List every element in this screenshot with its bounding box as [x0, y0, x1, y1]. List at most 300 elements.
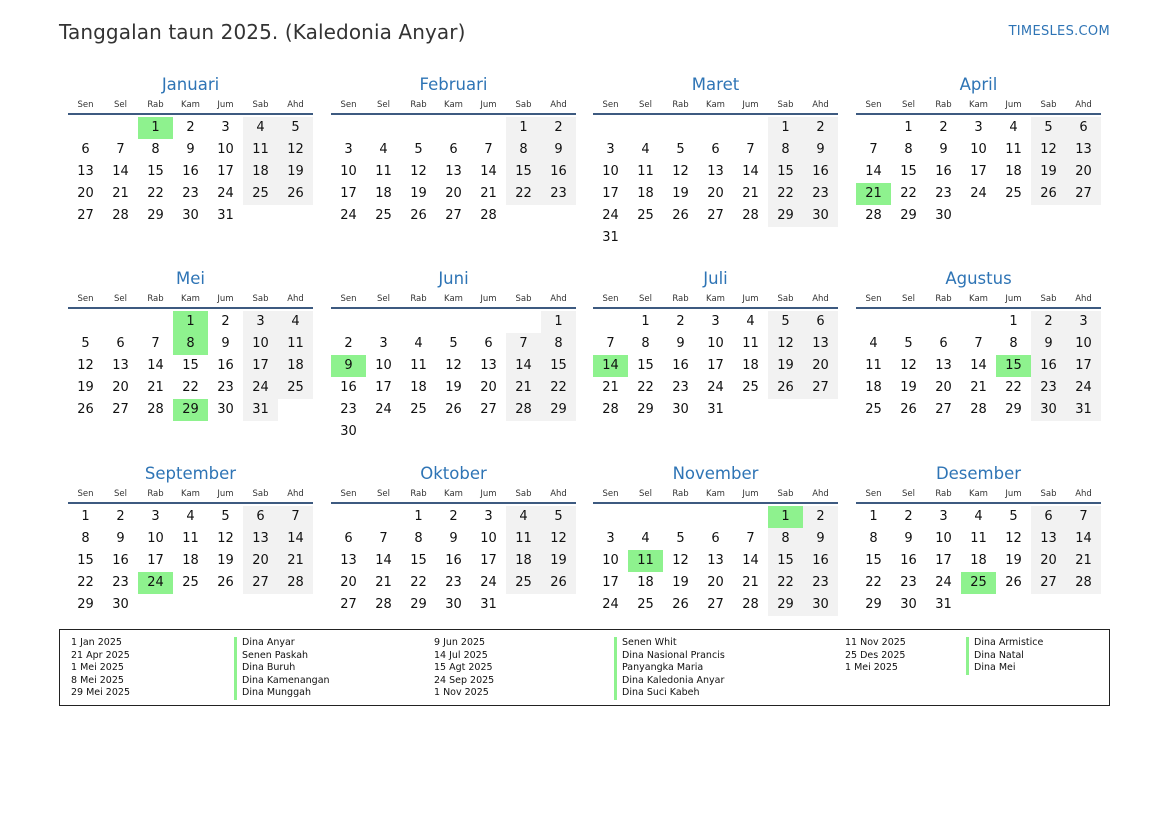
day-cell: 22: [637, 380, 654, 395]
week-row: [593, 117, 838, 139]
day-cell: 15: [182, 358, 199, 373]
day-cell: 6: [243, 506, 278, 528]
day-empty: [541, 594, 576, 616]
day-cell: 16: [900, 553, 917, 568]
weekday-header: [331, 293, 576, 309]
day-cell: 6: [1031, 506, 1066, 528]
day-cell: 14: [480, 164, 497, 179]
legend-date: 25 Des 2025: [845, 649, 906, 661]
weekday-label: Sel: [114, 489, 127, 499]
day-cell: 9: [116, 531, 125, 546]
day-cell: 2: [186, 120, 195, 135]
weekday-label: Jum: [480, 489, 497, 499]
weekday-label: Jum: [480, 100, 497, 110]
weekday-label: Sen: [340, 294, 357, 304]
day-empty: [243, 205, 278, 227]
weekday-label: Kam: [706, 100, 725, 110]
holiday-legend: [59, 629, 1110, 706]
day-cell: 20: [707, 575, 724, 590]
weekday-label: Ahd: [812, 294, 829, 304]
day-cell: 10: [147, 531, 164, 546]
day-cell: 14: [375, 553, 392, 568]
day-cell: 17: [375, 380, 392, 395]
day-cell: 5: [414, 142, 423, 157]
day-cell: 19: [768, 355, 803, 377]
month-juli: [593, 269, 838, 421]
weekday-label: Kam: [181, 489, 200, 499]
day-cell: 25: [865, 402, 882, 417]
day-cell: 19: [217, 553, 234, 568]
day-empty: [733, 399, 768, 421]
day-cell: 20: [707, 186, 724, 201]
week-row: [68, 550, 313, 572]
day-cell: 7: [746, 142, 755, 157]
day-cell: 17: [602, 575, 619, 590]
day-cell: 12: [445, 358, 462, 373]
weekday-label: Jum: [742, 100, 759, 110]
day-cell: 26: [217, 575, 234, 590]
day-empty: [698, 506, 733, 528]
month-name: April: [959, 75, 998, 94]
day-cell: 23: [182, 186, 199, 201]
day-empty: [768, 399, 803, 421]
weekday-label: Ahd: [1075, 489, 1092, 499]
day-cell: 9: [449, 531, 458, 546]
day-cell: 25: [742, 380, 759, 395]
day-cell: 13: [445, 164, 462, 179]
weekday-label: Kam: [969, 100, 988, 110]
day-empty: [243, 594, 278, 616]
day-cell: 13: [707, 164, 724, 179]
day-cell: 8: [1009, 336, 1018, 351]
weekday-label: Sel: [639, 489, 652, 499]
day-cell: 3: [151, 509, 160, 524]
weekday-label: Sen: [602, 294, 619, 304]
day-cell: 1: [506, 117, 541, 139]
day-cell: 10: [243, 333, 278, 355]
day-cell: 13: [935, 358, 952, 373]
day-cell: 25: [637, 597, 654, 612]
day-cell: 24: [935, 575, 952, 590]
day-cell: 29: [768, 594, 803, 616]
day-cell: 1: [904, 120, 913, 135]
day-cell: 23: [445, 575, 462, 590]
week-row: [593, 506, 838, 528]
week-row: [856, 594, 1101, 616]
day-cell: 28: [480, 208, 497, 223]
day-cell: 26: [1005, 575, 1022, 590]
day-cell: 27: [707, 208, 724, 223]
day-cell: 24: [970, 186, 987, 201]
day-cell: 15: [506, 161, 541, 183]
day-empty: [996, 205, 1031, 227]
day-cell: 30: [900, 597, 917, 612]
day-cell: 9: [1031, 333, 1066, 355]
day-empty: [506, 594, 541, 616]
day-cell-holiday: 11: [628, 550, 663, 572]
day-empty: [278, 594, 313, 616]
day-empty: [436, 421, 471, 443]
weekday-header: [68, 99, 313, 115]
day-cell: 11: [375, 164, 392, 179]
day-cell: 17: [970, 164, 987, 179]
day-empty: [506, 205, 541, 227]
weekday-label: Rab: [410, 294, 427, 304]
weekday-label: Sen: [77, 489, 94, 499]
day-cell: 12: [410, 164, 427, 179]
day-cell: 27: [77, 208, 94, 223]
day-cell: 10: [340, 164, 357, 179]
day-cell: 13: [480, 358, 497, 373]
week-row: [593, 161, 838, 183]
day-cell: 15: [77, 553, 94, 568]
day-cell: 29: [541, 399, 576, 421]
day-cell: 27: [112, 402, 129, 417]
day-cell: 26: [672, 597, 689, 612]
weekday-label: Rab: [935, 100, 952, 110]
weekday-label: Sel: [902, 100, 915, 110]
legend-names-col-3: [966, 637, 1043, 675]
legend-date: 9 Jun 2025: [434, 637, 486, 648]
legend-date: 15 Agt 2025: [434, 662, 493, 674]
day-cell: 31: [1066, 399, 1101, 421]
day-cell: 26: [445, 402, 462, 417]
week-row: [331, 594, 576, 616]
month-april: [856, 75, 1101, 227]
day-empty: [366, 506, 401, 528]
day-cell: 19: [278, 161, 313, 183]
day-cell: 29: [637, 402, 654, 417]
day-cell: 24: [480, 575, 497, 590]
day-cell: 9: [803, 139, 838, 161]
week-row: [331, 550, 576, 572]
day-cell: 8: [641, 336, 650, 351]
day-cell: 13: [77, 164, 94, 179]
month-november: [593, 464, 838, 616]
day-cell: 4: [746, 314, 755, 329]
day-cell: 18: [243, 161, 278, 183]
day-cell: 4: [506, 506, 541, 528]
weekday-label: Sab: [252, 100, 269, 110]
day-cell: 21: [480, 186, 497, 201]
day-cell: 30: [217, 402, 234, 417]
day-empty: [331, 506, 366, 528]
weekday-header: [68, 293, 313, 309]
day-cell: 22: [506, 183, 541, 205]
day-cell: 21: [1066, 550, 1101, 572]
day-cell: 26: [410, 208, 427, 223]
day-empty: [103, 311, 138, 333]
day-cell: 10: [707, 336, 724, 351]
legend-holiday-name: Dina Kaledonia Anyar: [614, 675, 725, 688]
day-cell: 11: [1005, 142, 1022, 157]
week-row: [331, 205, 576, 227]
weekday-label: Rab: [410, 100, 427, 110]
day-empty: [593, 117, 628, 139]
day-cell: 2: [1031, 311, 1066, 333]
day-empty: [278, 399, 313, 421]
month-juni: [331, 269, 576, 443]
month-mei: [68, 269, 313, 421]
weekday-label: Sab: [1040, 294, 1057, 304]
day-empty: [103, 117, 138, 139]
day-cell: 18: [1005, 164, 1022, 179]
day-cell: 16: [340, 380, 357, 395]
day-cell: 25: [637, 208, 654, 223]
weekday-label: Jum: [217, 294, 234, 304]
weekday-label: Ahd: [287, 294, 304, 304]
day-cell: 27: [707, 597, 724, 612]
month-desember: [856, 464, 1101, 616]
weekday-label: Sel: [902, 294, 915, 304]
day-cell: 15: [865, 553, 882, 568]
weekday-label: Sen: [865, 489, 882, 499]
day-cell: 3: [344, 142, 353, 157]
week-row: [593, 183, 838, 205]
day-empty: [506, 421, 541, 443]
day-cell: 22: [768, 572, 803, 594]
week-row: [856, 506, 1101, 528]
month-name: Oktober: [420, 464, 487, 483]
day-cell: 1: [414, 509, 423, 524]
day-cell: 8: [768, 139, 803, 161]
day-cell: 21: [602, 380, 619, 395]
day-cell: 21: [970, 380, 987, 395]
day-cell: 10: [217, 142, 234, 157]
day-empty: [401, 421, 436, 443]
day-cell: 16: [1031, 355, 1066, 377]
week-row: [593, 528, 838, 550]
day-cell: 7: [869, 142, 878, 157]
day-empty: [366, 311, 401, 333]
day-cell: 28: [865, 208, 882, 223]
month-name: Maret: [691, 75, 740, 94]
day-cell: 7: [379, 531, 388, 546]
weekday-label: Sel: [114, 100, 127, 110]
day-cell: 14: [742, 553, 759, 568]
day-cell: 4: [186, 509, 195, 524]
month-name: Desember: [935, 464, 1022, 483]
week-row: [68, 139, 313, 161]
day-empty: [471, 421, 506, 443]
weekday-label: Rab: [672, 100, 689, 110]
day-cell: 29: [410, 597, 427, 612]
day-cell: 5: [221, 509, 230, 524]
day-empty: [733, 506, 768, 528]
legend-holiday-name: Senen Whit: [614, 637, 725, 650]
legend-holiday-name: Dina Munggah: [234, 687, 330, 700]
day-cell: 4: [974, 509, 983, 524]
weekday-label: Jum: [742, 294, 759, 304]
day-cell: 24: [217, 186, 234, 201]
weekday-label: Kam: [444, 489, 463, 499]
legend-holiday-name: Dina Mei: [966, 662, 1043, 675]
brand-link[interactable]: TIMESLES.COM: [1008, 24, 1110, 39]
day-cell: 19: [1005, 553, 1022, 568]
weekday-label: Rab: [935, 489, 952, 499]
day-cell: 7: [116, 142, 125, 157]
day-cell: 31: [602, 230, 619, 245]
weekday-label: Sel: [902, 489, 915, 499]
day-cell: 18: [182, 553, 199, 568]
week-row: [68, 528, 313, 550]
weekday-label: Sab: [1040, 100, 1057, 110]
day-empty: [331, 311, 366, 333]
week-row: [856, 117, 1101, 139]
day-cell: 2: [803, 117, 838, 139]
weekday-header: [593, 99, 838, 115]
day-cell: 5: [449, 336, 458, 351]
day-cell: 24: [602, 208, 619, 223]
day-cell: 22: [900, 186, 917, 201]
day-cell: 22: [768, 183, 803, 205]
week-row: [331, 183, 576, 205]
day-cell: 18: [865, 380, 882, 395]
day-cell: 16: [803, 550, 838, 572]
day-cell: 9: [221, 336, 230, 351]
week-row: [856, 205, 1101, 227]
day-empty: [961, 205, 996, 227]
day-cell: 12: [217, 531, 234, 546]
day-cell: 3: [606, 142, 615, 157]
day-cell: 12: [541, 528, 576, 550]
day-empty: [803, 399, 838, 421]
week-row: [68, 506, 313, 528]
day-cell: 8: [869, 531, 878, 546]
day-cell: 11: [182, 531, 199, 546]
day-cell: 31: [480, 597, 497, 612]
week-row: [593, 550, 838, 572]
day-cell: 29: [147, 208, 164, 223]
weekday-header: [331, 99, 576, 115]
weekday-label: Kam: [969, 489, 988, 499]
weekday-label: Sab: [515, 100, 532, 110]
legend-date: 1 Mei 2025: [71, 662, 124, 674]
day-cell: 10: [480, 531, 497, 546]
day-cell: 8: [151, 142, 160, 157]
week-row: [68, 311, 313, 333]
weekday-label: Jum: [1005, 100, 1022, 110]
day-cell: 11: [865, 358, 882, 373]
weekday-header: [856, 293, 1101, 309]
weekday-label: Rab: [147, 294, 164, 304]
day-cell: 25: [410, 402, 427, 417]
legend-holiday-name: Dina Buruh: [234, 662, 330, 675]
week-row: [68, 205, 313, 227]
day-cell: 17: [935, 553, 952, 568]
day-cell: 7: [151, 336, 160, 351]
day-cell: 23: [803, 572, 838, 594]
day-cell: 2: [344, 336, 353, 351]
week-row: [593, 205, 838, 227]
day-cell: 20: [77, 186, 94, 201]
weekday-label: Sel: [639, 100, 652, 110]
day-cell: 5: [676, 142, 685, 157]
day-empty: [926, 311, 961, 333]
day-empty: [541, 205, 576, 227]
day-cell: 23: [340, 402, 357, 417]
legend-date: 11 Nov 2025: [845, 637, 906, 648]
day-cell: 12: [1031, 139, 1066, 161]
legend-holiday-name: Dina Armistice: [966, 637, 1043, 650]
day-cell: 30: [1031, 399, 1066, 421]
day-cell: 16: [182, 164, 199, 179]
weekday-label: Ahd: [287, 100, 304, 110]
weekday-label: Sab: [252, 489, 269, 499]
month-name: Mei: [176, 269, 205, 288]
weekday-label: Kam: [181, 294, 200, 304]
day-cell: 4: [243, 117, 278, 139]
month-name: November: [672, 464, 759, 483]
legend-date: 21 Apr 2025: [71, 649, 130, 661]
weekday-label: Sab: [252, 294, 269, 304]
day-cell: 5: [541, 506, 576, 528]
day-empty: [698, 227, 733, 249]
week-row: [68, 161, 313, 183]
day-cell: 12: [1005, 531, 1022, 546]
day-cell: 1: [641, 314, 650, 329]
day-cell: 3: [974, 120, 983, 135]
month-name: Juli: [703, 269, 728, 288]
day-cell: 12: [900, 358, 917, 373]
day-cell: 17: [480, 553, 497, 568]
day-empty: [471, 117, 506, 139]
day-cell: 11: [637, 164, 654, 179]
day-empty: [628, 227, 663, 249]
day-cell-holiday: 24: [138, 572, 173, 594]
day-empty: [138, 311, 173, 333]
day-cell: 7: [746, 531, 755, 546]
week-row: [68, 399, 313, 421]
day-cell: 20: [445, 186, 462, 201]
day-cell: 20: [1066, 161, 1101, 183]
weekday-label: Rab: [672, 489, 689, 499]
day-cell: 20: [112, 380, 129, 395]
day-cell-holiday: 1: [173, 311, 208, 333]
weekday-label: Ahd: [812, 489, 829, 499]
weekday-header: [68, 488, 313, 504]
day-cell: 10: [375, 358, 392, 373]
weekday-label: Sab: [777, 294, 794, 304]
day-cell: 6: [1066, 117, 1101, 139]
day-empty: [436, 311, 471, 333]
legend-date: 1 Mei 2025: [845, 662, 898, 674]
day-cell: 17: [1066, 355, 1101, 377]
day-cell: 24: [1066, 377, 1101, 399]
weekday-label: Sel: [377, 489, 390, 499]
day-cell: 23: [217, 380, 234, 395]
week-row: [856, 528, 1101, 550]
day-cell: 9: [939, 142, 948, 157]
day-cell: 15: [900, 164, 917, 179]
day-cell: 23: [112, 575, 129, 590]
week-row: [68, 572, 313, 594]
day-cell: 30: [672, 402, 689, 417]
month-maret: [593, 75, 838, 249]
day-cell: 2: [676, 314, 685, 329]
day-cell-holiday: 21: [856, 183, 891, 205]
day-cell: 8: [768, 528, 803, 550]
day-cell: 25: [1005, 186, 1022, 201]
week-row: [331, 377, 576, 399]
weekday-label: Sel: [639, 294, 652, 304]
day-cell: 18: [278, 355, 313, 377]
day-cell: 13: [1031, 528, 1066, 550]
day-cell: 4: [641, 531, 650, 546]
day-cell-holiday: 29: [173, 399, 208, 421]
day-cell: 7: [484, 142, 493, 157]
day-empty: [138, 594, 173, 616]
